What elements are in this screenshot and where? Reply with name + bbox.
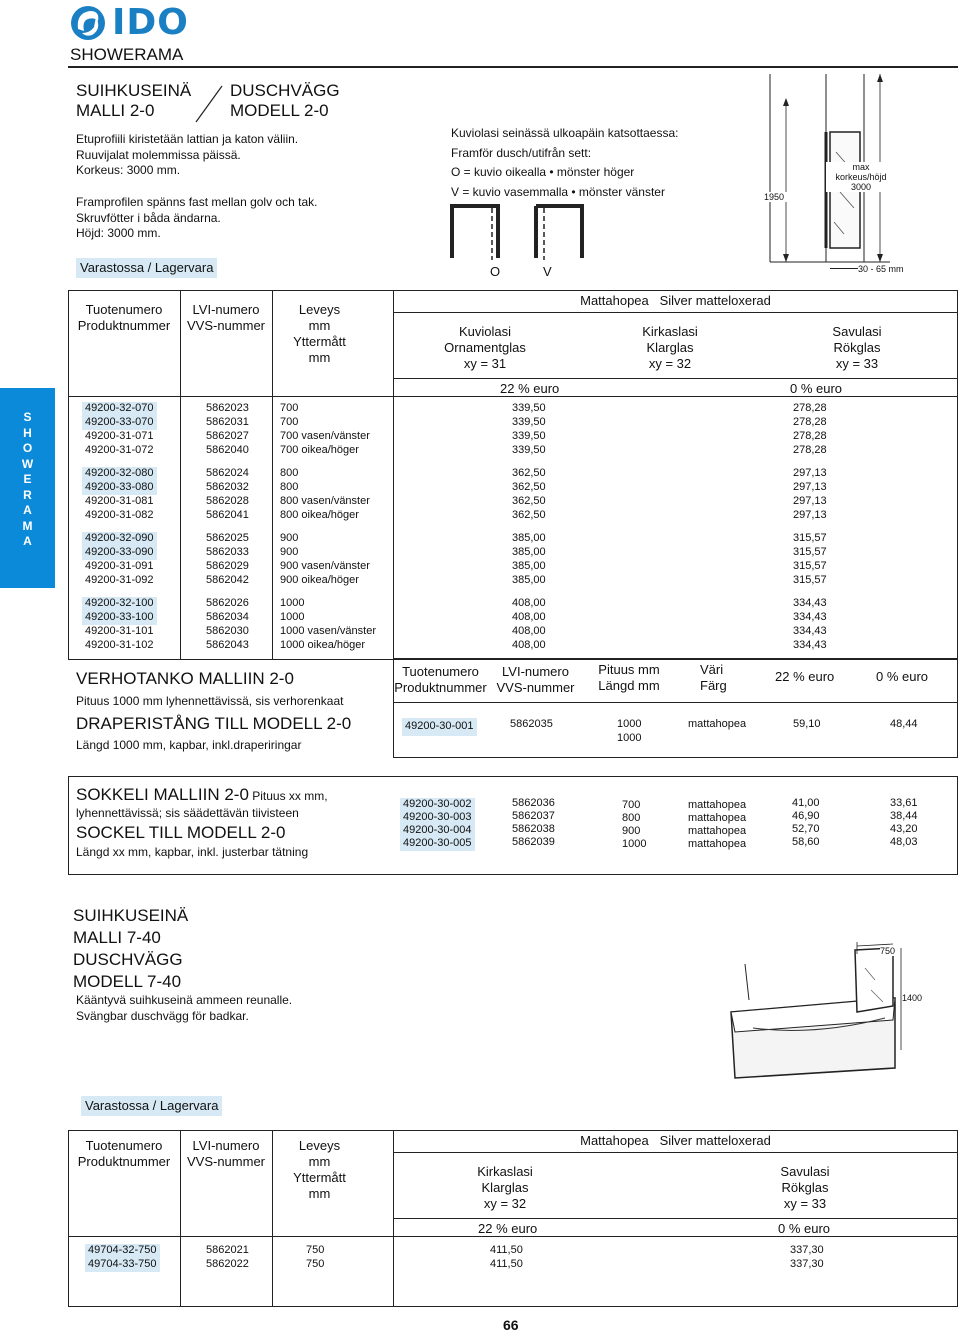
t2-glass1: Kirkaslasi Klarglas xy = 32 [477,1164,533,1211]
table-row-price0: 315,57 [793,574,827,586]
table-row-price0: 334,43 [793,611,827,623]
table-row-width: 700 vasen/vänster [280,430,370,442]
title-divider-icon [194,84,224,124]
diagram-o [452,206,498,260]
table-row-width: 1000 [280,597,305,609]
table2-row-price0: 337,30 [790,1244,824,1256]
t1-glass2: Kirkaslasi Klarglas xy = 32 [642,324,698,371]
table-row-price22: 339,50 [512,402,546,414]
table-row-lvi: 5862031 [206,416,249,428]
table-row-price22: 385,00 [512,574,546,586]
curtain-lvi: 5862035 [510,718,553,730]
table-row-product: 49200-31-102 [85,639,154,651]
section-title: SHOWERAMA [70,45,184,64]
table-row-price0: 278,28 [793,402,827,414]
curtain-title-fi: VERHOTANKO MALLIIN 2-0 [76,669,294,688]
table-row-price22: 339,50 [512,430,546,442]
sokkeli-row-price22: 41,00 [792,797,820,809]
sokkeli-row-product: 49200-30-005 [400,837,475,851]
table-row-width: 800 oikea/höger [280,509,359,521]
sokkeli-row-lvi: 5862036 [512,797,555,809]
table-row-width: 800 [280,467,299,479]
pattern-diagram [448,200,588,280]
sokkeli-row-lvi: 5862039 [512,836,555,848]
curtain-product: 49200-30-001 [402,718,477,736]
table2-row-product: 49704-32-750 [85,1244,160,1258]
title-sv: DUSCHVÄGG MODELL 2-0 [230,81,340,120]
table2-row-lvi: 5862021 [206,1244,249,1256]
table-row-price0: 315,57 [793,560,827,572]
sokkeli-row-lvi: 5862038 [512,823,555,835]
table-row-price22: 408,00 [512,625,546,637]
table-row-price22: 408,00 [512,611,546,623]
diagram-v [536,206,582,260]
curtain-desc-sv: Längd 1000 mm, kapbar, inkl.draperiringar [76,738,302,752]
curtain-vat22: 22 % euro [775,669,835,684]
table-row-price0: 278,28 [793,430,827,442]
table-row-lvi: 5862025 [206,532,249,544]
table-row-price0: 334,43 [793,639,827,651]
t2-finish: Mattahopea Silver matteloxerad [580,1133,771,1148]
t1-glass1: Kuviolasi Ornamentglas xy = 31 [444,324,526,371]
desc-fi: Etuprofiili kiristetään lattian ja katon väliin. Ruuvijalat molemmissa päissä. Korkeus: 3000 mm. [76,132,299,177]
table-row-price22: 408,00 [512,597,546,609]
table2-row-lvi: 5862022 [206,1258,249,1270]
diagram-o-label: O [490,264,501,279]
table2-row-price22: 411,50 [490,1258,523,1270]
table-row-price22: 362,50 [512,467,546,479]
table-row-width: 900 vasen/vänster [280,560,370,572]
curtain-color: mattahopea [688,718,747,730]
table-row-price0: 297,13 [793,467,827,479]
table2-row-price0: 337,30 [790,1258,824,1270]
table-row-lvi: 5862033 [206,546,249,558]
t2-vat22: 22 % euro [478,1221,538,1236]
model740-dim-width: 750 [880,946,896,956]
table-row-product: 49200-33-100 [82,611,157,625]
table-row-width: 900 oikea/höger [280,574,359,586]
table-row-lvi: 5862029 [206,560,249,572]
table-row-product: 49200-31-092 [85,574,154,586]
t1-col-product: Tuotenumero Produktnummer [77,302,171,333]
sokkeli-row-color: mattahopea [688,825,747,837]
sokkeli-title-fi: SOKKELI MALLIIN 2-0 Pituus xx mm, [76,785,328,804]
table-row-product: 49200-31-072 [85,444,154,456]
side-tab-letter: W [21,456,34,471]
table-row-product: 49200-32-080 [82,467,157,481]
t2-col-width: Leveys mm Yttermått mm [293,1138,346,1201]
model740-dim-height: 1400 [902,993,923,1003]
desc-sv: Framprofilen spänns fast mellan golv och tak. Skruvfötter i båda ändarna. Höjd: 3000 mm. [76,195,318,240]
side-tab-letter: M [22,518,33,533]
table-row-product: 49200-33-090 [82,546,157,560]
side-tab-letter: A [23,503,32,517]
sokkeli-row-product: 49200-30-004 [400,824,475,838]
table-row-lvi: 5862043 [206,639,249,651]
table-row-width: 700 [280,416,299,428]
table-row-lvi: 5862034 [206,611,249,623]
sokkeli-row-price0: 33,61 [890,797,918,809]
sokkeli-row-price0: 38,44 [890,810,918,822]
dim-height-label: 1950 [760,192,788,202]
sokkeli-desc-fi: lyhennettävissä; sis säädettävän tiivisteen [76,806,299,820]
t1-vat22: 22 % euro [500,381,560,396]
table-row-price22: 385,00 [512,532,546,544]
table-row-width: 1000 vasen/vänster [280,625,377,637]
table-row-product: 49200-33-080 [82,481,157,495]
table-row-product: 49200-31-101 [85,625,154,637]
table-row-price22: 385,00 [512,560,546,572]
t1-glass3: Savulasi Rökglas xy = 33 [832,324,882,371]
table-row-price22: 362,50 [512,509,546,521]
table2-row-price22: 411,50 [490,1244,523,1256]
curtain-p22: 59,10 [793,718,821,730]
curtain-col-color: Väri Färg [700,662,727,693]
sokkeli-row-product: 49200-30-003 [400,811,475,825]
table-row-width: 700 [280,402,299,414]
table-row-lvi: 5862032 [206,481,249,493]
table-row-width: 900 [280,532,299,544]
t1-col-lvi: LVI-numero VVS-nummer [186,302,266,333]
t1-vat0: 0 % euro [790,381,843,396]
table-row-product: 49200-32-100 [82,597,157,611]
table-row-price22: 362,50 [512,495,546,507]
curtain-desc-fi: Pituus 1000 mm lyhennettävissä, sis verhorenkaat [76,694,344,708]
side-tab-letters [0,410,55,550]
table-row-width: 900 [280,546,299,558]
page-number: 66 [503,1317,519,1333]
table-row-width: 800 vasen/vänster [280,495,370,507]
sokkeli-title-sv: SOCKEL TILL MODELL 2-0 [76,823,286,842]
curtain-col-lvi: LVI-numero VVS-nummer [496,664,575,695]
t2-col-lvi: LVI-numero VVS-nummer [186,1138,266,1169]
table-row-lvi: 5862040 [206,444,249,456]
table-row-lvi: 5862041 [206,509,249,521]
table-row-lvi: 5862026 [206,597,249,609]
table-row-product: 49200-31-081 [85,495,154,507]
table-row-product: 49200-32-070 [82,402,157,416]
sokkeli-row-color: mattahopea [688,838,747,850]
curtain-vat0: 0 % euro [876,669,929,684]
table-row-product: 49200-33-070 [82,416,157,430]
table-row-lvi: 5862023 [206,402,249,414]
table-row-price0: 297,13 [793,495,827,507]
sokkeli-desc-sv: Längd xx mm, kapbar, inkl. justerbar tätning [76,845,309,859]
table-row-lvi: 5862042 [206,574,249,586]
diagram-v-label: V [543,264,552,279]
sokkeli-row-price22: 46,90 [792,810,820,822]
table-row-price0: 297,13 [793,481,827,493]
curtain-col-length: Pituus mm Längd mm [598,662,660,693]
dim-max-label: max korkeus/höjd 3000 [826,162,896,192]
sokkeli-row-price22: 58,60 [792,836,820,848]
table-row-price0: 278,28 [793,416,827,428]
sokkeli-row-length: 700 [622,799,641,811]
side-tab-letter: E [23,472,32,486]
table-row-lvi: 5862030 [206,625,249,637]
t2-vat0: 0 % euro [778,1221,831,1236]
title-rule [68,66,958,68]
model740-title: SUIHKUSEINÄ MALLI 7-40 DUSCHVÄGG MODELL 7-40 [73,906,189,991]
sokkeli-row-length: 1000 [622,838,647,850]
table-row-lvi: 5862027 [206,430,249,442]
table-row-price22: 408,00 [512,639,546,651]
bathtub-drawing [725,940,925,1090]
table-row-width: 700 oikea/höger [280,444,359,456]
table-row-product: 49200-31-082 [85,509,154,521]
t1-col-width: Leveys mm Yttermått mm [293,302,346,365]
sokkeli-row-product: 49200-30-002 [400,798,475,812]
pattern-text: Kuviolasi seinässä ulkoapäin katsottaessa: Framför dusch/utifrån sett: O = kuvio oikealla • mönster höger V = kuvio vasemmalla • mönster vänster [451,126,679,199]
model740-desc: Kääntyvä suihkuseinä ammeen reunalle. Svängbar duschvägg för badkar. [76,993,293,1023]
table-row-product: 49200-31-091 [85,560,154,572]
brand-logo [68,3,218,43]
side-tab-letter: A [23,534,32,548]
sokkeli-row-color: mattahopea [688,812,747,824]
curtain-col-product: Tuotenumero Produktnummer [394,664,487,695]
table-row-price0: 278,28 [793,444,827,456]
table-row-width: 800 [280,481,299,493]
curtain-title-sv: DRAPERISTÅNG TILL MODELL 2-0 [76,714,352,733]
sokkeli-row-price0: 43,20 [890,823,918,835]
side-tab-letter: H [23,425,32,440]
title-fi: SUIHKUSEINÄ MALLI 2-0 [76,81,192,120]
side-tab-letter: O [22,441,33,455]
table-row-price22: 339,50 [512,444,546,456]
table-row-price0: 297,13 [793,509,827,521]
table2-row-product: 49704-33-750 [85,1258,160,1272]
sokkeli-row-length: 900 [622,825,641,837]
table-row-price0: 334,43 [793,597,827,609]
table-row-price0: 315,57 [793,532,827,544]
table-row-price0: 315,57 [793,546,827,558]
dim-gap-label: 30 - 65 mm [858,264,904,274]
sokkeli-row-length: 800 [622,812,641,824]
table-row-width: 1000 oikea/höger [280,639,366,651]
table2-row-width: 750 [306,1244,325,1256]
t1-finish: Mattahopea Silver matteloxerad [580,293,771,308]
t2-col-product: Tuotenumero Produktnummer [77,1138,171,1169]
table-row-lvi: 5862028 [206,495,249,507]
curtain-length: 1000 1000 [617,718,642,744]
sokkeli-row-price0: 48,03 [890,836,918,848]
table2-row-width: 750 [306,1258,325,1270]
table-row-price22: 385,00 [512,546,546,558]
table-row-price0: 334,43 [793,625,827,637]
sokkeli-row-price22: 52,70 [792,823,820,835]
table-row-lvi: 5862024 [206,467,249,479]
model740-stock-label: Varastossa / Lagervara [81,1096,222,1116]
table-row-price22: 362,50 [512,481,546,493]
curtain-p0: 48,44 [890,718,918,730]
stock-label: Varastossa / Lagervara [76,258,217,278]
brand-name: IDO [112,2,189,43]
table-row-product: 49200-32-090 [82,532,157,546]
side-tab-letter: R [23,487,32,502]
table-row-product: 49200-31-071 [85,430,154,442]
side-tab-letter: S [23,410,32,424]
side-tab [0,388,55,588]
table-row-width: 1000 [280,611,305,623]
sokkeli-row-lvi: 5862037 [512,810,555,822]
table-row-price22: 339,50 [512,416,546,428]
sokkeli-row-color: mattahopea [688,799,747,811]
t2-glass2: Savulasi Rökglas xy = 33 [780,1164,830,1211]
